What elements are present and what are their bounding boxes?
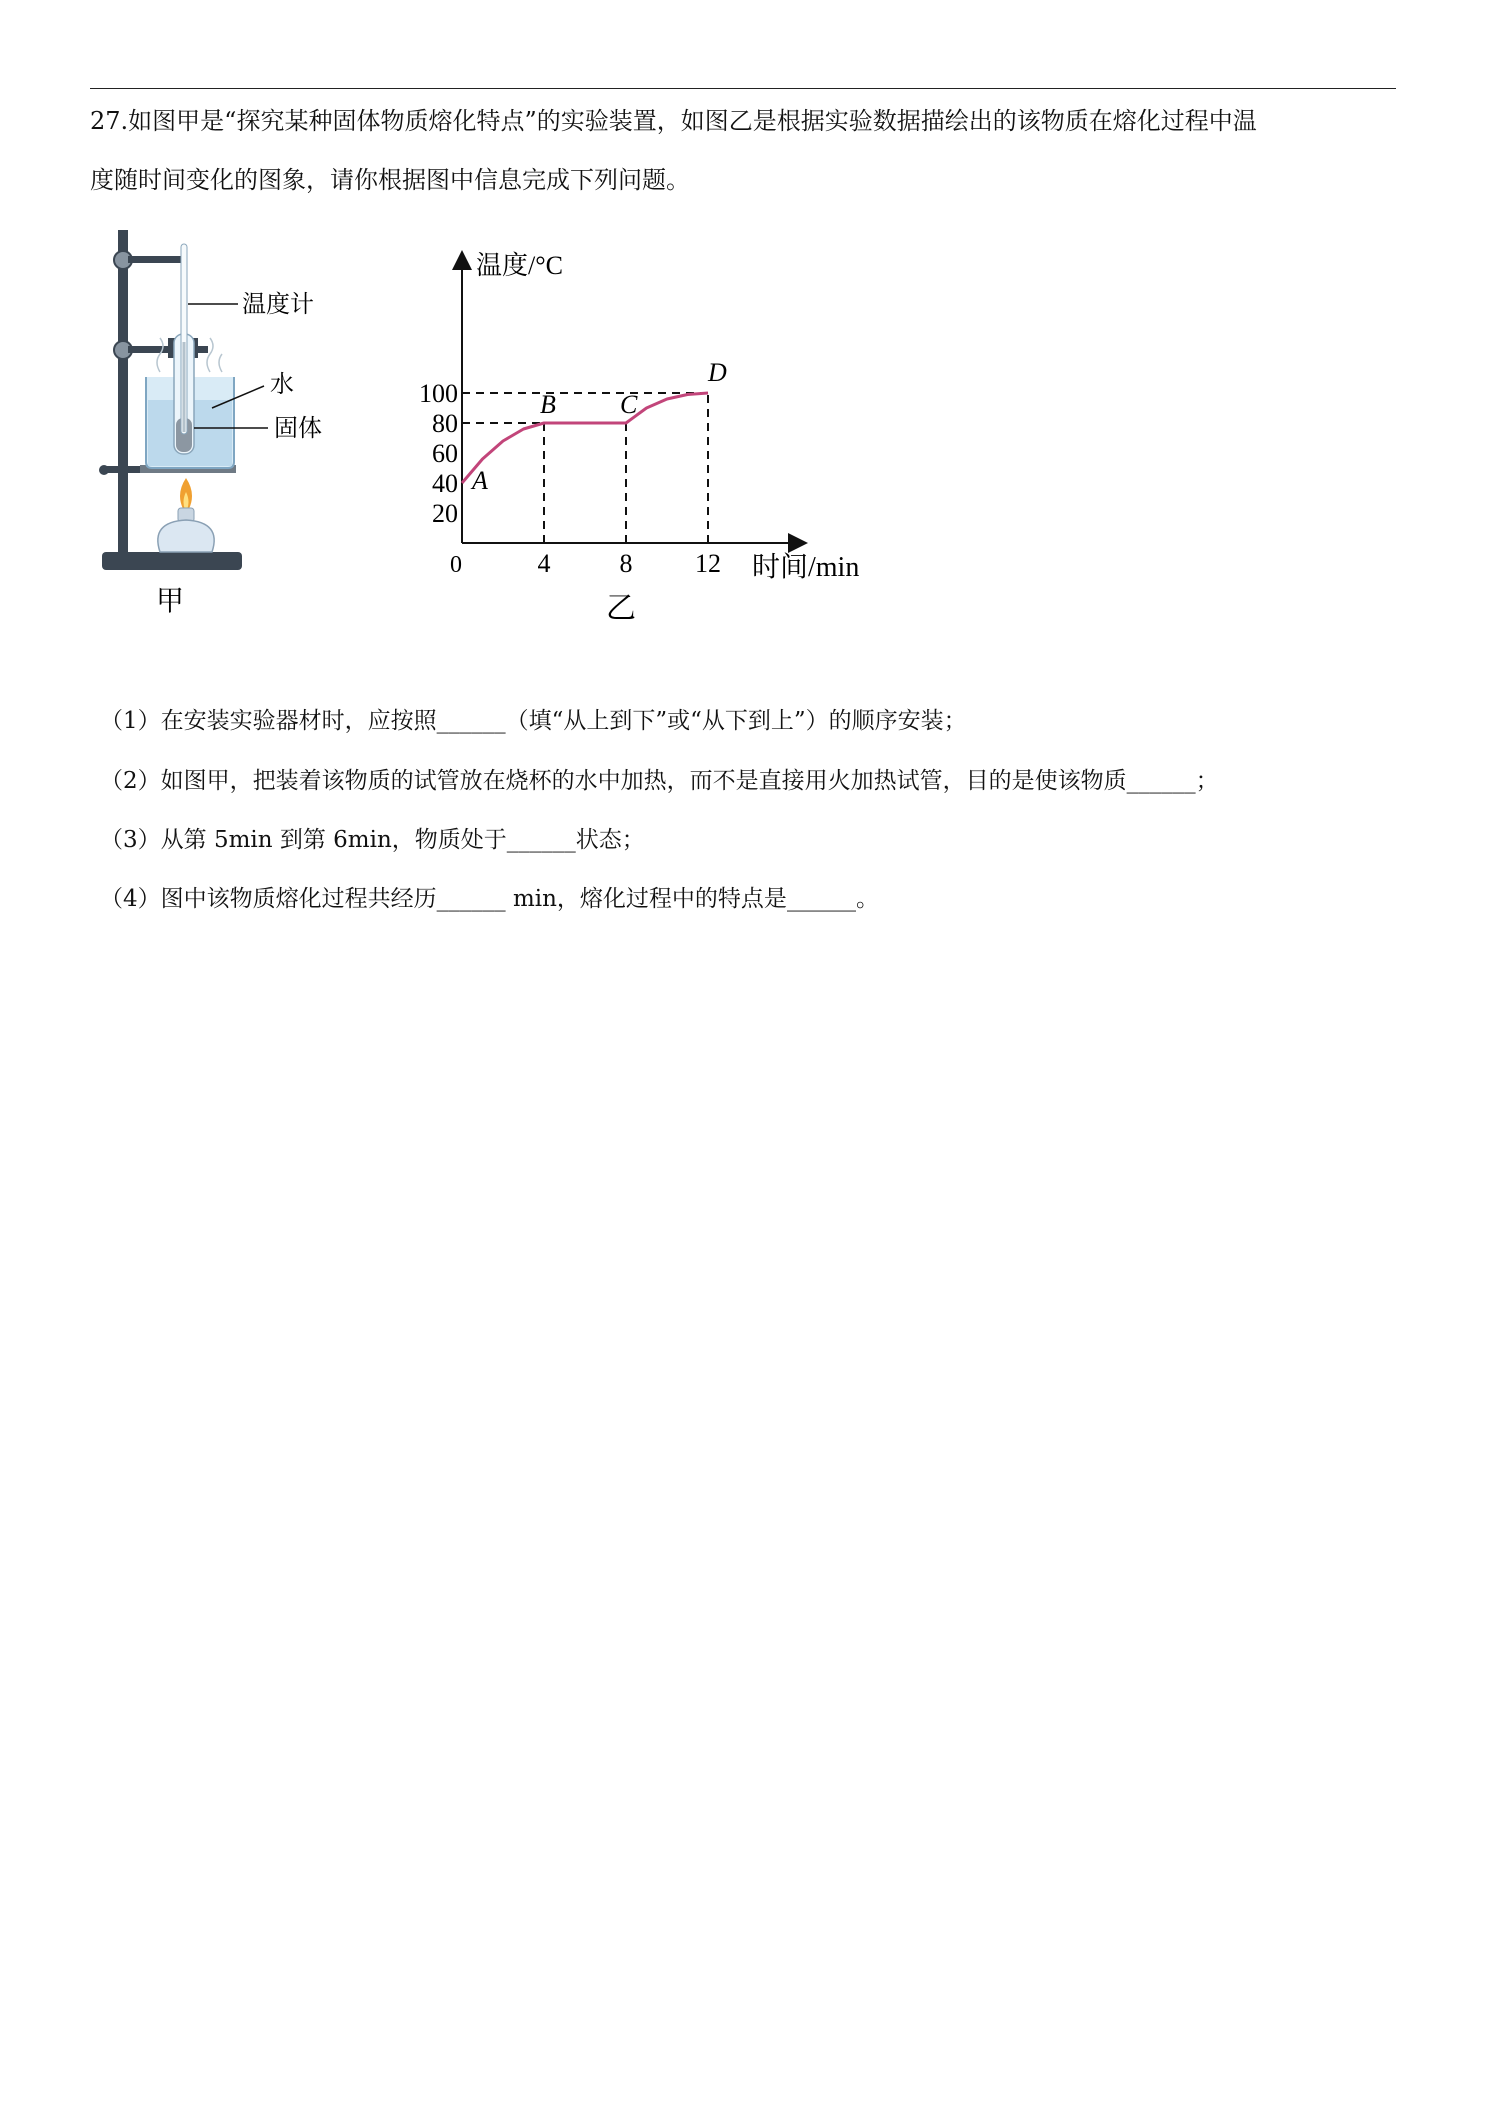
origin-label: 0	[450, 552, 462, 578]
thermometer-column	[183, 342, 186, 432]
point-label-a: A	[472, 466, 488, 495]
subquestion-4-mid: min，熔化过程中的特点是	[505, 886, 787, 912]
subquestion-3	[100, 825, 645, 855]
subquestion-3-suffix: 状态；	[575, 827, 645, 853]
temperature-curve	[462, 393, 708, 483]
figure-yi-chart	[400, 240, 900, 630]
question-number: 27.	[90, 107, 129, 135]
stand-rod	[118, 230, 128, 556]
upper-clamp-arm	[128, 256, 186, 263]
figure-jia-caption: 甲	[156, 586, 185, 617]
top-rule	[90, 88, 1396, 89]
question-line-2: 度随时间变化的图象，请你根据图中信息完成下列问题。	[90, 166, 690, 194]
x-tick-label: 4	[537, 549, 551, 578]
y-tick-label: 80	[432, 409, 458, 438]
answer-blank-1[interactable]: ______	[436, 708, 506, 734]
answer-blank-2[interactable]: ______	[1126, 768, 1196, 794]
subquestion-1	[100, 706, 967, 736]
answer-blank-4b[interactable]: ______	[786, 886, 856, 912]
point-label-b: B	[540, 390, 556, 419]
x-tick-label: 8	[619, 549, 633, 578]
question-line-1	[90, 106, 1257, 136]
y-tick-label: 20	[432, 499, 458, 528]
subquestion-4-prefix: （4）图中该物质熔化过程共经历	[100, 886, 437, 912]
subquestion-2-suffix: ；	[1195, 768, 1219, 794]
y-tick-label: 60	[432, 439, 458, 468]
x-tick-label: 12	[695, 549, 721, 578]
subquestion-1-suffix: （填“从上到下”或“从下到上”）的顺序安装；	[505, 708, 967, 734]
figure-jia-apparatus	[90, 222, 370, 632]
y-axis-label: 温度/°C	[476, 251, 563, 280]
x-axis-label: 时间/min	[752, 552, 860, 583]
subquestion-2-prefix: （2）如图甲，把装着该物质的试管放在烧杯的水中加热，而不是直接用火加热试管，目的是使该物质	[100, 768, 1127, 794]
subquestion-4	[100, 884, 879, 914]
answer-blank-4a[interactable]: ______	[436, 886, 506, 912]
point-label-c: C	[620, 390, 638, 419]
answer-blank-3[interactable]: ______	[506, 827, 576, 853]
label-water: 水	[270, 372, 294, 398]
alcohol-burner	[158, 520, 214, 552]
question-stem-line-1: 如图甲是“探究某种固体物质熔化特点”的实验装置，如图乙是根据实验数据描绘出的该物质在熔化过程中温	[128, 107, 1257, 135]
subquestion-2	[100, 766, 1219, 796]
point-label-d: D	[708, 358, 727, 387]
label-solid: 固体	[274, 416, 322, 442]
figure-yi-caption: 乙	[606, 592, 636, 625]
y-tick-label: 40	[432, 469, 458, 498]
y-tick-label: 100	[419, 379, 458, 408]
subquestion-4-suffix: 。	[855, 886, 879, 912]
subquestion-1-prefix: （1）在安装实验器材时，应按照	[100, 708, 437, 734]
subquestion-3-prefix: （3）从第 5min 到第 6min，物质处于	[100, 827, 507, 853]
label-thermometer: 温度计	[242, 292, 314, 318]
